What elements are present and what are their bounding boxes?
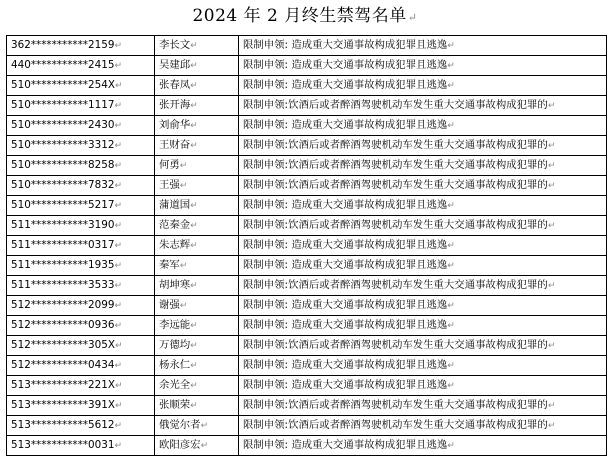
cell-end-mark-icon: ↵ [447, 361, 455, 371]
restriction-reason-cell [239, 176, 607, 196]
cell-end-mark-icon: ↵ [547, 101, 556, 111]
id-number-cell [7, 416, 155, 436]
person-name-cell [155, 196, 239, 216]
table-row [7, 116, 607, 136]
table-row [7, 36, 607, 56]
restriction-reason-cell [239, 216, 607, 236]
id-number-cell-text: 511***********3190 [11, 219, 115, 231]
person-name-cell [155, 376, 239, 396]
restriction-reason-cell [239, 316, 607, 336]
id-number-cell-text: 362***********2159 [11, 39, 115, 51]
person-name-cell [155, 176, 239, 196]
cell-end-mark-icon: ↵ [179, 301, 188, 311]
id-number-cell-text: 510***********8258 [11, 159, 115, 171]
person-name-cell [155, 36, 239, 56]
id-number-cell-text: 513***********5612 [11, 419, 115, 431]
cell-end-mark-icon: ↵ [114, 201, 122, 211]
person-name-cell [155, 236, 239, 256]
cell-end-mark-icon: ↵ [547, 421, 556, 431]
cell-end-mark-icon: ↵ [114, 321, 122, 331]
cell-end-mark-icon: ↵ [114, 241, 122, 251]
person-name-cell-text: 张顺荣 [159, 399, 191, 411]
cell-end-mark-icon: ↵ [447, 261, 455, 271]
table-row [7, 436, 607, 456]
person-name-cell [155, 76, 239, 96]
restriction-reason-cell [239, 156, 607, 176]
table-row [7, 376, 607, 396]
cell-end-mark-icon: ↵ [190, 341, 198, 351]
id-number-cell [7, 396, 155, 416]
cell-end-mark-icon: ↵ [190, 281, 198, 291]
id-number-cell [7, 276, 155, 296]
restriction-reason-cell-text: 限制申领: 造成重大交通事故构成犯罪且逃逸 [243, 239, 448, 251]
cell-end-mark-icon: ↵ [190, 241, 198, 251]
cell-end-mark-icon: ↵ [114, 421, 122, 431]
id-number-cell [7, 236, 155, 256]
id-number-cell [7, 296, 155, 316]
id-number-cell [7, 156, 155, 176]
cell-end-mark-icon: ↵ [190, 141, 198, 151]
restriction-reason-cell-text: 限制申领:饮酒后或者醉酒驾驶机动车发生重大交通事故构成犯罪的 [243, 219, 548, 231]
cell-end-mark-icon: ↵ [547, 401, 556, 411]
cell-end-mark-icon: ↵ [190, 41, 198, 51]
id-number-cell [7, 256, 155, 276]
cell-end-mark-icon: ↵ [114, 281, 122, 291]
restriction-reason-cell [239, 116, 607, 136]
restriction-reason-cell [239, 56, 607, 76]
person-name-cell-text: 欧阳彦宏 [159, 439, 201, 451]
table-row [7, 316, 607, 336]
id-number-cell-text: 510***********2430 [11, 119, 115, 131]
person-name-cell [155, 356, 239, 376]
table-row [7, 416, 607, 436]
cell-end-mark-icon: ↵ [114, 441, 122, 451]
restriction-reason-cell [239, 136, 607, 156]
document-title-text: 2024 年 2 月终生禁驾名单 [192, 6, 407, 26]
restriction-reason-cell-text: 限制申领: 造成重大交通事故构成犯罪且逃逸 [243, 359, 448, 371]
person-name-cell [155, 136, 239, 156]
cell-end-mark-icon: ↵ [447, 121, 455, 131]
person-name-cell [155, 396, 239, 416]
id-number-cell [7, 136, 155, 156]
cell-end-mark-icon: ↵ [190, 61, 198, 71]
table-row [7, 356, 607, 376]
person-name-cell-text: 李长文 [159, 39, 191, 51]
cell-end-mark-icon: ↵ [114, 301, 122, 311]
cell-end-mark-icon: ↵ [114, 101, 122, 111]
person-name-cell-text: 张开海 [159, 99, 191, 111]
id-number-cell [7, 116, 155, 136]
cell-end-mark-icon: ↵ [114, 261, 122, 271]
person-name-cell-text: 谢强 [159, 299, 180, 311]
person-name-cell-text: 王财奋 [159, 139, 191, 151]
cell-end-mark-icon: ↵ [190, 81, 198, 91]
cell-end-mark-icon: ↵ [447, 41, 455, 51]
id-number-cell-text: 510***********3312 [11, 139, 115, 151]
id-number-cell-text: 513***********221X [11, 379, 115, 391]
id-number-cell-text: 510***********7832 [11, 179, 115, 191]
table-row [7, 216, 607, 236]
id-number-cell [7, 96, 155, 116]
person-name-cell-text: 范秦金 [159, 219, 191, 231]
table-row [7, 196, 607, 216]
cell-end-mark-icon: ↵ [190, 361, 198, 371]
person-name-cell [155, 276, 239, 296]
cell-end-mark-icon: ↵ [114, 161, 122, 171]
cell-end-mark-icon: ↵ [114, 361, 122, 371]
cell-end-mark-icon: ↵ [114, 181, 122, 191]
person-name-cell-text: 余光全 [159, 379, 191, 391]
id-number-cell-text: 440***********2415 [11, 59, 115, 71]
id-number-cell [7, 76, 155, 96]
person-name-cell-text: 李远能 [159, 319, 191, 331]
person-name-cell [155, 436, 239, 456]
restriction-reason-cell-text: 限制申领: 造成重大交通事故构成犯罪且逃逸 [243, 59, 448, 71]
cell-end-mark-icon: ↵ [114, 141, 122, 151]
id-number-cell [7, 316, 155, 336]
restriction-reason-cell [239, 36, 607, 56]
restriction-reason-cell-text: 限制申领:饮酒后或者醉酒驾驶机动车发生重大交通事故构成犯罪的 [243, 99, 548, 111]
table-row [7, 176, 607, 196]
person-name-cell-text: 杨永仁 [159, 359, 191, 371]
id-number-cell-text: 511***********1935 [11, 259, 115, 271]
restriction-reason-cell [239, 336, 607, 356]
table-row [7, 156, 607, 176]
person-name-cell [155, 156, 239, 176]
table-row [7, 296, 607, 316]
cell-end-mark-icon: ↵ [447, 241, 455, 251]
person-name-cell-text: 万德均 [159, 339, 191, 351]
cell-end-mark-icon: ↵ [190, 101, 198, 111]
cell-end-mark-icon: ↵ [547, 161, 556, 171]
cell-end-mark-icon: ↵ [190, 321, 198, 331]
id-number-cell [7, 216, 155, 236]
person-name-cell [155, 216, 239, 236]
cell-end-mark-icon: ↵ [447, 321, 455, 331]
restriction-reason-cell [239, 76, 607, 96]
cell-end-mark-icon: ↵ [447, 201, 455, 211]
restriction-reason-cell [239, 96, 607, 116]
paragraph-mark-icon: ↵ [407, 11, 418, 24]
person-name-cell-text: 俄觉尔者 [159, 419, 201, 431]
id-number-cell-text: 510***********5217 [11, 199, 115, 211]
person-name-cell-text: 胡坤寒 [159, 279, 191, 291]
cell-end-mark-icon: ↵ [190, 121, 198, 131]
cell-end-mark-icon: ↵ [447, 301, 455, 311]
table-row [7, 76, 607, 96]
restriction-reason-cell-text: 限制申领:饮酒后或者醉酒驾驶机动车发生重大交通事故构成犯罪的 [243, 399, 548, 411]
person-name-cell-text: 张春凤 [159, 79, 191, 91]
cell-end-mark-icon: ↵ [190, 221, 198, 231]
id-number-cell [7, 196, 155, 216]
cell-end-mark-icon: ↵ [114, 401, 123, 411]
cell-end-mark-icon: ↵ [114, 381, 123, 391]
person-name-cell-text: 秦军 [159, 259, 180, 271]
table-row [7, 276, 607, 296]
cell-end-mark-icon: ↵ [190, 381, 198, 391]
table-row [7, 256, 607, 276]
restriction-reason-cell-text: 限制申领: 造成重大交通事故构成犯罪且逃逸 [243, 199, 448, 211]
restriction-reason-cell-text: 限制申领:饮酒后或者醉酒驾驶机动车发生重大交通事故构成犯罪的 [243, 279, 548, 291]
restriction-reason-cell-text: 限制申领: 造成重大交通事故构成犯罪且逃逸 [243, 79, 448, 91]
restriction-reason-cell [239, 256, 607, 276]
cell-end-mark-icon: ↵ [179, 181, 188, 191]
id-number-cell-text: 512***********0434 [11, 359, 115, 371]
cell-end-mark-icon: ↵ [114, 41, 122, 51]
restriction-reason-cell-text: 限制申领:饮酒后或者醉酒驾驶机动车发生重大交通事故构成犯罪的 [243, 139, 548, 151]
restriction-reason-cell-text: 限制申领: 造成重大交通事故构成犯罪且逃逸 [243, 319, 448, 331]
id-number-cell [7, 336, 155, 356]
restriction-reason-cell [239, 356, 607, 376]
person-name-cell-text: 吴建邱 [159, 59, 191, 71]
id-number-cell-text: 510***********1117 [11, 99, 115, 111]
id-number-cell [7, 36, 155, 56]
restriction-reason-cell-text: 限制申领: 造成重大交通事故构成犯罪且逃逸 [243, 379, 448, 391]
id-number-cell-text: 510***********254X [11, 79, 115, 91]
restriction-reason-cell-text: 限制申领: 造成重大交通事故构成犯罪且逃逸 [243, 299, 448, 311]
restriction-reason-cell-text: 限制申领: 造成重大交通事故构成犯罪且逃逸 [243, 259, 448, 271]
cell-end-mark-icon: ↵ [447, 81, 455, 91]
person-name-cell-text: 刘俞华 [159, 119, 191, 131]
cell-end-mark-icon: ↵ [200, 441, 209, 451]
cell-end-mark-icon: ↵ [200, 421, 209, 431]
cell-end-mark-icon: ↵ [179, 161, 188, 171]
person-name-cell-text: 何勇 [159, 159, 180, 171]
restriction-reason-cell [239, 236, 607, 256]
cell-end-mark-icon: ↵ [190, 201, 198, 211]
person-name-cell [155, 256, 239, 276]
person-name-cell-text: 蒲道国 [159, 199, 191, 211]
id-number-cell [7, 436, 155, 456]
restriction-reason-cell [239, 276, 607, 296]
table-row [7, 96, 607, 116]
cell-end-mark-icon: ↵ [547, 221, 556, 231]
restriction-reason-cell [239, 396, 607, 416]
person-name-cell [155, 316, 239, 336]
restriction-reason-cell [239, 436, 607, 456]
restriction-reason-cell-text: 限制申领: 造成重大交通事故构成犯罪且逃逸 [243, 119, 448, 131]
cell-end-mark-icon: ↵ [447, 441, 455, 451]
id-number-cell-text: 512***********2099 [11, 299, 115, 311]
ban-list-table [6, 35, 607, 456]
restriction-reason-cell [239, 296, 607, 316]
cell-end-mark-icon: ↵ [547, 281, 556, 291]
id-number-cell-text: 511***********0317 [11, 239, 115, 251]
person-name-cell-text: 王强 [159, 179, 180, 191]
cell-end-mark-icon: ↵ [114, 61, 122, 71]
id-number-cell-text: 512***********305X [11, 339, 115, 351]
person-name-cell [155, 296, 239, 316]
id-number-cell-text: 512***********0936 [11, 319, 115, 331]
ban-list-body [7, 36, 607, 456]
table-row [7, 136, 607, 156]
restriction-reason-cell-text: 限制申领: 造成重大交通事故构成犯罪且逃逸 [243, 439, 448, 451]
person-name-cell [155, 116, 239, 136]
restriction-reason-cell [239, 416, 607, 436]
cell-end-mark-icon: ↵ [114, 221, 122, 231]
id-number-cell [7, 356, 155, 376]
cell-end-mark-icon: ↵ [547, 341, 556, 351]
cell-end-mark-icon: ↵ [547, 141, 556, 151]
cell-end-mark-icon: ↵ [114, 81, 123, 91]
restriction-reason-cell-text: 限制申领:饮酒后或者醉酒驾驶机动车发生重大交通事故构成犯罪的 [243, 179, 548, 191]
person-name-cell [155, 336, 239, 356]
restriction-reason-cell [239, 196, 607, 216]
cell-end-mark-icon: ↵ [190, 401, 198, 411]
cell-end-mark-icon: ↵ [447, 61, 455, 71]
person-name-cell-text: 朱志辉 [159, 239, 191, 251]
restriction-reason-cell-text: 限制申领:饮酒后或者醉酒驾驶机动车发生重大交通事故构成犯罪的 [243, 159, 548, 171]
cell-end-mark-icon: ↵ [114, 121, 122, 131]
restriction-reason-cell [239, 376, 607, 396]
id-number-cell-text: 513***********391X [11, 399, 115, 411]
id-number-cell-text: 513***********0031 [11, 439, 115, 451]
restriction-reason-cell-text: 限制申领:饮酒后或者醉酒驾驶机动车发生重大交通事故构成犯罪的 [243, 419, 548, 431]
person-name-cell [155, 56, 239, 76]
restriction-reason-cell-text: 限制申领:饮酒后或者醉酒驾驶机动车发生重大交通事故构成犯罪的 [243, 339, 548, 351]
table-row [7, 56, 607, 76]
restriction-reason-cell-text: 限制申领: 造成重大交通事故构成犯罪且逃逸 [243, 39, 448, 51]
person-name-cell [155, 416, 239, 436]
id-number-cell [7, 56, 155, 76]
table-row [7, 236, 607, 256]
cell-end-mark-icon: ↵ [447, 381, 455, 391]
id-number-cell [7, 176, 155, 196]
document-title [0, 3, 610, 29]
table-row [7, 336, 607, 356]
person-name-cell [155, 96, 239, 116]
cell-end-mark-icon: ↵ [547, 181, 556, 191]
cell-end-mark-icon: ↵ [179, 261, 188, 271]
id-number-cell [7, 376, 155, 396]
id-number-cell-text: 511***********3533 [11, 279, 115, 291]
cell-end-mark-icon: ↵ [114, 341, 123, 351]
table-row [7, 396, 607, 416]
